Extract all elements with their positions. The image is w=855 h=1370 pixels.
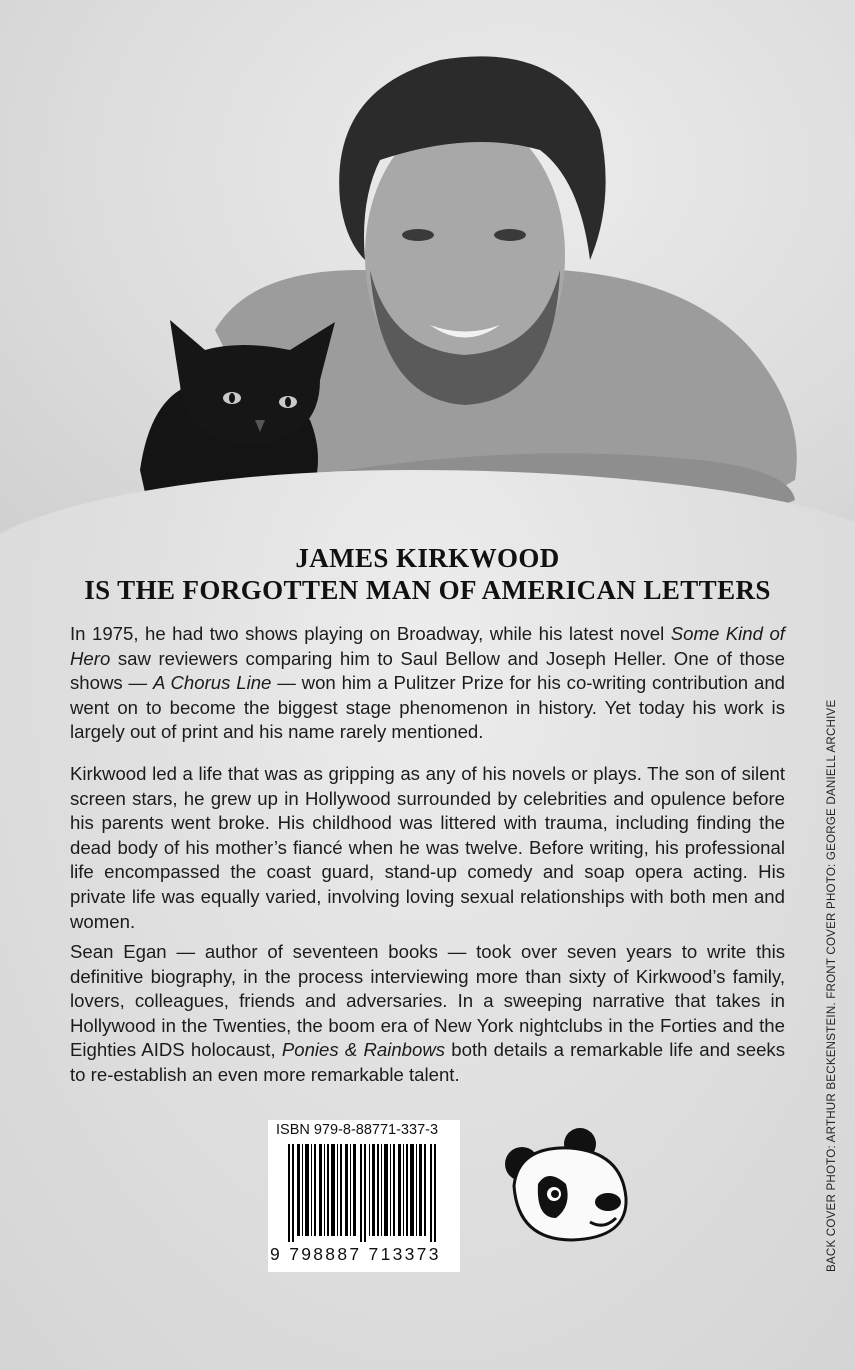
blurb-text: saw reviewers comparing him to Saul Bellow and Joseph Heller. One of those shows — <box>70 647 785 694</box>
photo-credit: BACK COVER PHOTO: ARTHUR BECKENSTEIN. FRONT COVER PHOTO: GEORGE DANIELL ARCHIVE <box>825 699 838 1272</box>
blurb-paragraph-3 <box>70 940 785 1088</box>
blurb-text: both details a remarkable life and seeks to re-establish an even more remarkable talent. <box>70 1039 786 1085</box>
headline <box>40 542 815 606</box>
show-title-a-chorus-line: A Chorus Line <box>152 672 272 694</box>
headline-line-1: JAMES KIRKWOOD <box>295 543 560 573</box>
headline-line-2: IS THE FORGOTTEN MAN OF AMERICAN LETTERS <box>84 575 771 605</box>
isbn-barcode <box>268 1120 460 1272</box>
blurb-text: — won him a Pulitzer Prize for his co-writing contribution and went on to become the biggest stage phenomenon in history. Yet today his work is largely out of print and his name rarely mentioned. <box>70 672 785 743</box>
blurb-text: Sean Egan — author of seventeen books — took over seven years to write this definitive biography, in the process interviewing more than sixty of Kirkwood’s family, lovers, colleagues, friends and adversaries. In a sweeping narrative that takes in Hollywood in the Twenties, the boom era of New York nightclubs in the Forties and the Eighties AIDS holocaust, <box>70 941 785 1061</box>
blurb-paragraph-1 <box>70 622 785 745</box>
blurb-text: In 1975, he had two shows playing on Broadway, while his latest novel <box>70 623 671 644</box>
panda-logo-icon <box>500 1126 632 1244</box>
barcode-digits: 9 798887 713373 <box>270 1244 441 1264</box>
blurb-paragraph-2: Kirkwood led a life that was as gripping as any of his novels or plays. The son of silent screen stars, he grew up in Hollywood surrounded by celebrities and opulence before his parents went broke. His childhood was littered with trauma, including finding the dead body of his mother’s fiancé when he was twelve. Before writing, his professional life encompassed the coast guard, stand-up comedy and soap opera acting. His private life was equally varied, involving loving sexual relationships with both men and women. <box>70 763 785 932</box>
book-title-ponies-and-rainbows: Ponies & Rainbows <box>281 1039 446 1061</box>
barcode-bars <box>288 1144 440 1242</box>
book-title-some-kind-of-hero: Some Kind of Hero <box>70 623 785 669</box>
isbn-label: ISBN 979-8-88771-337-3 <box>276 1122 439 1138</box>
